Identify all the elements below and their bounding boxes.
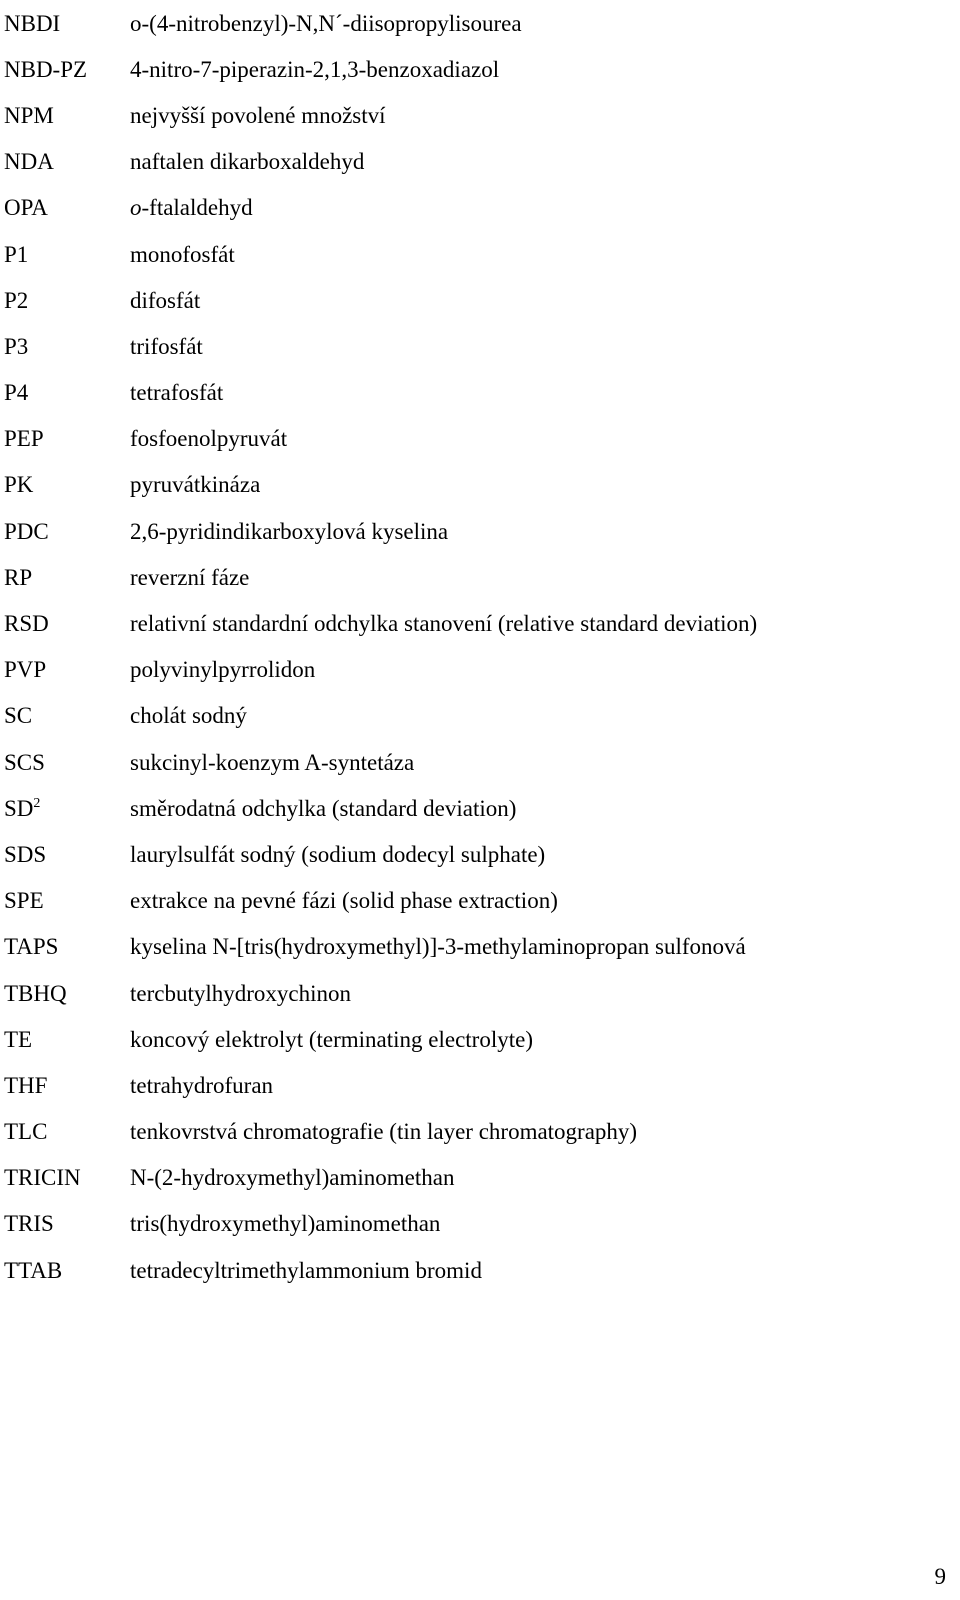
abbreviation-definition: tetrafosfát	[130, 380, 224, 406]
abbreviation-row	[4, 831, 944, 877]
abbreviation-row	[4, 785, 944, 831]
abbreviation-term: NPM	[4, 102, 54, 128]
abbreviation-definition: N-(2-hydroxymethyl)aminomethan	[130, 1165, 455, 1191]
abbreviation-row	[4, 92, 944, 138]
abbreviation-term: SCS	[4, 749, 45, 775]
abbreviation-definition: nejvyšší povolené množství	[130, 102, 386, 128]
abbreviation-row	[4, 554, 944, 600]
abbreviation-term: OPA	[4, 195, 48, 221]
abbreviation-definition: tenkovrstvá chromatografie (tin layer chromatography)	[130, 1119, 638, 1145]
abbreviation-definition: 2,6-pyridindikarboxylová kyselina	[130, 518, 449, 544]
abbreviation-definition: sukcinyl-koenzym A-syntetáza	[130, 749, 415, 775]
abbreviation-row	[4, 693, 944, 739]
abbreviation-term: SPE	[4, 888, 44, 914]
abbreviation-term: NDA	[4, 149, 54, 175]
abbreviation-term: TTAB	[4, 1257, 63, 1283]
abbreviation-definition: difosfát	[130, 287, 201, 313]
abbreviation-row	[4, 323, 944, 369]
abbreviation-row	[4, 508, 944, 554]
abbreviation-term: SC	[4, 703, 33, 729]
abbreviation-definition: o-(4-nitrobenzyl)-N,N´-diisopropylisourea	[130, 10, 522, 36]
abbreviation-definition: monofosfát	[130, 241, 235, 267]
abbreviation-term: TE	[4, 1026, 33, 1052]
abbreviation-term: TRICIN	[4, 1165, 81, 1191]
abbreviation-term: NBDI	[4, 10, 61, 36]
abbreviation-term: P4	[4, 380, 29, 406]
abbreviation-row	[4, 739, 944, 785]
abbreviation-row	[4, 878, 944, 924]
abbreviation-definition: koncový elektrolyt (terminating electrolyte)	[130, 1026, 533, 1052]
term-text: SD	[4, 795, 34, 821]
abbreviation-row	[4, 1016, 944, 1062]
page-number: 9	[934, 1564, 946, 1589]
abbreviation-row	[4, 462, 944, 508]
abbreviation-term: P2	[4, 287, 29, 313]
abbreviation-definition: fosfoenolpyruvát	[130, 426, 288, 452]
abbreviation-term: PK	[4, 472, 34, 498]
abbreviation-row	[4, 231, 944, 277]
abbreviation-row	[4, 46, 944, 92]
abbreviation-definition: reverzní fáze	[130, 564, 250, 590]
abbreviation-term: TLC	[4, 1119, 48, 1145]
abbreviation-definition: polyvinylpyrrolidon	[130, 657, 316, 683]
abbreviation-row	[4, 1201, 944, 1247]
superscript: 2	[33, 795, 41, 811]
abbreviation-term: PVP	[4, 657, 47, 683]
abbreviation-row	[4, 1247, 944, 1293]
abbreviation-term: TBHQ	[4, 980, 67, 1006]
abbreviation-term: TRIS	[4, 1211, 54, 1237]
abbreviation-row	[4, 647, 944, 693]
abbreviation-definition: tercbutylhydroxychinon	[130, 980, 352, 1006]
abbreviation-term: P1	[4, 241, 29, 267]
abbreviation-definition	[130, 196, 944, 219]
abbreviation-term: P3	[4, 333, 29, 359]
abbreviation-definition: trifosfát	[130, 333, 203, 359]
abbreviation-row	[4, 924, 944, 970]
abbreviation-term: SDS	[4, 841, 47, 867]
abbreviation-term: TAPS	[4, 934, 59, 960]
abbreviation-term: PDC	[4, 518, 49, 544]
abbreviation-definition: kyselina N-[tris(hydroxymethyl)]-3-methylaminopropan sulfonová	[130, 934, 746, 960]
abbreviation-list	[4, 0, 944, 1293]
abbreviation-definition: směrodatná odchylka (standard deviation)	[130, 795, 517, 821]
italic-prefix: o	[130, 195, 142, 221]
definition-text: -ftalaldehyd	[141, 195, 253, 221]
abbreviation-term: THF	[4, 1072, 48, 1098]
abbreviation-definition: extrakce na pevné fázi (solid phase extraction)	[130, 888, 558, 914]
abbreviation-definition: tetradecyltrimethylammonium bromid	[130, 1257, 482, 1283]
abbreviation-term: PEP	[4, 426, 44, 452]
abbreviation-definition: relativní standardní odchylka stanovení (relative standard deviation)	[130, 611, 758, 637]
abbreviation-term: NBD-PZ	[4, 56, 88, 82]
abbreviation-definition: 4-nitro-7-piperazin-2,1,3-benzoxadiazol	[130, 56, 500, 82]
abbreviation-row	[4, 1062, 944, 1108]
abbreviation-row	[4, 600, 944, 646]
abbreviation-definition: tetrahydrofuran	[130, 1072, 274, 1098]
abbreviation-row	[4, 416, 944, 462]
abbreviation-row	[4, 185, 944, 231]
abbreviation-term: RP	[4, 564, 33, 590]
abbreviation-definition: tris(hydroxymethyl)aminomethan	[130, 1211, 441, 1237]
abbreviation-row	[4, 277, 944, 323]
abbreviation-term	[4, 797, 130, 820]
abbreviation-definition: laurylsulfát sodný (sodium dodecyl sulphate)	[130, 841, 546, 867]
abbreviation-row	[4, 1109, 944, 1155]
abbreviation-row	[4, 1155, 944, 1201]
abbreviation-row	[4, 970, 944, 1016]
abbreviation-definition: cholát sodný	[130, 703, 247, 729]
abbreviation-definition: pyruvátkináza	[130, 472, 261, 498]
abbreviation-term: RSD	[4, 611, 49, 637]
abbreviation-row	[4, 0, 944, 46]
abbreviation-row	[4, 370, 944, 416]
abbreviation-row	[4, 139, 944, 185]
abbreviation-definition: naftalen dikarboxaldehyd	[130, 149, 365, 175]
